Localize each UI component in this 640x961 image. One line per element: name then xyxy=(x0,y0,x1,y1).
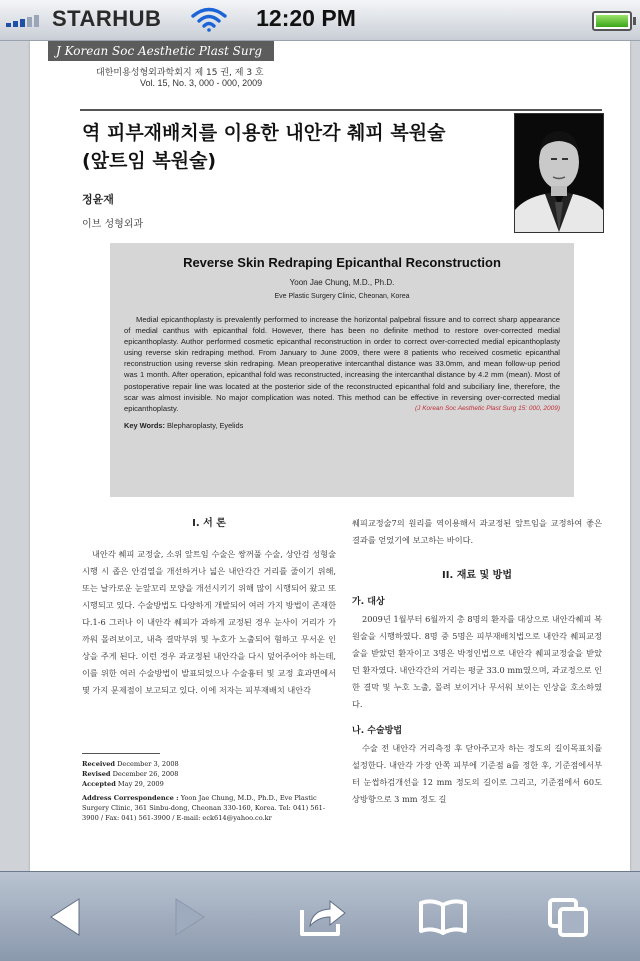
carrier-name: STARHUB xyxy=(52,6,162,31)
abstract-box xyxy=(110,243,574,497)
document-viewport[interactable] xyxy=(0,41,640,871)
author-photo xyxy=(514,113,604,233)
abstract-text: Medial epicanthoplasty is prevalently performed to increase the horizontal palpebral fissure and to correct sharp appearance of medial canthus with epicanthal fold. However, there has been no definite method to restore over-corrected medial epicanthoplasty. Author performed cosmetic epicanthal reconstruction in order to correct over-corrected medial epicanthoplasty using reverse skin redraping method. From January to June 2009, there were 8 patients who received cosmetic epicanthal reconstruction using reverse skin redraping. Mean preoperative intercanthal distance was 33.0mm, and mean follow-up period was 1 month. After operation, epicanthal fold was reconstructed, increasing the intercanthal distance by 4.2 mm (mean). Most of postoperative repair line was located at the posterior side of the reconstructed epicanthal fold and subciliary line, therefore, the scar was almost invisible. No major complication was noted. This method can be effective in reversing over-corrected medial epicanthoplasty. xyxy=(124,315,560,413)
right-column xyxy=(352,515,602,808)
footnote xyxy=(82,759,334,823)
abstract-citation: (J Korean Soc Aesthetic Plast Surg 15: 000, 2009) xyxy=(414,404,560,412)
title-rule xyxy=(80,109,602,111)
revised-label: Revised xyxy=(82,770,111,778)
subsection-b-body: 수술 전 내안각 거리측정 후 닫아주고자 하는 정도의 길이목표치를 설정한다. 내안각 가장 안쪽 피부에 기준점 a를 정한 후, 기준점에서부터 눈썹하검개선을 12 mm 정도의 길이로 그리고, 기준점에서 60도 상방향으로 3 mm 정도 길 xyxy=(352,743,602,804)
keywords-label: Key Words: xyxy=(124,420,165,430)
battery-icon xyxy=(592,11,632,31)
share-icon xyxy=(298,896,348,938)
subsection-a-body: 2009년 1월부터 6월까지 총 8명의 환자를 대상으로 내안각췌피 복원술을 시행하였다. 8명 중 5명은 피부재배치법으로 내안각 췌피교정술을 받았던 환자이고 3명은 박정인법으로 내안각 췌피교정술을 받았던 환자였다. 내안각간의 거리는 평균 33.0 mm였으며, 과교정으로 인한 결막 및 누호 노출, 몰려 보이거나 무서워 보이는 인상을 호소하였다. xyxy=(352,614,602,709)
journal-tag: J Korean Soc Aesthetic Plast Surg xyxy=(48,41,274,61)
keywords-value: Blepharoplasty, Eyelids xyxy=(167,420,244,430)
accepted-date: May 29, 2009 xyxy=(117,780,164,788)
forward-button[interactable] xyxy=(165,894,215,940)
journal-issue-korean: 대한미용성형외과학회지 제 15 권, 제 3 호 xyxy=(96,68,264,78)
author-affiliation: 이브 성형외과 xyxy=(82,219,144,230)
pages-icon xyxy=(546,896,592,938)
pages-button[interactable] xyxy=(544,894,594,940)
right-column-intro: 췌피교정술7의 원리를 역이용해서 과교정된 앞트임을 교정하여 좋은 결과를 얻었기에 보고하는 바이다. xyxy=(352,518,602,545)
bookmarks-button[interactable] xyxy=(418,894,468,940)
revised-date: December 26, 2008 xyxy=(112,770,179,778)
accepted-label: Accepted xyxy=(82,780,116,788)
received-date: December 3, 2008 xyxy=(117,760,179,768)
abstract-title: Reverse Skin Redraping Epicanthal Reconstruction xyxy=(183,255,501,270)
footnote-rule xyxy=(82,753,160,754)
share-button[interactable] xyxy=(298,894,348,940)
author-name: 정윤재 xyxy=(82,193,114,206)
back-arrow-icon xyxy=(47,897,83,937)
abstract-affiliation: Eve Plastic Surgery Clinic, Cheonan, Korea xyxy=(274,293,410,300)
received-label: Received xyxy=(82,760,116,768)
address-text: Yoon Jae Chung, M.D., Ph.D., Eve Plastic Surgery Clinic, 361 Sinbu-dong, Cheonan 330-160, Korea. Tel: 041) 561-3900 / Fax: 041) 561-3900 / E-mail: eck614@yahoo.co.kr xyxy=(82,794,326,822)
section-1-title: I. 서 론 xyxy=(192,518,226,529)
journal-volume: Vol. 15, No. 3, 000 - 000, 2009 xyxy=(140,78,263,88)
subsection-b-title: 나. 수술방법 xyxy=(352,726,403,736)
article-title-line-1: 역 피부재배치를 이용한 내안각 췌피 복원술 xyxy=(82,122,446,144)
abstract-body xyxy=(124,314,560,414)
bookmarks-book-icon xyxy=(418,897,468,937)
section-1-body: 내안각 췌피 교정술, 소위 앞트임 수술은 쌍꺼풀 수술, 상안검 성형술 시행 시 좁은 안검열을 개선하거나 넓은 내안각간 거리를 줄이기 위해, 또는 날카로운 눈앞꼬리 모양을 개선시키기 위해 많이 시행되어 왔고 또 시행되고 있다. 수술방법도 다양하게 개발되어 여러 가지 방법이 존재한다.1-6 그러나 이 내안각 췌피가 과하게 교정된 경우 눈사이 거리가 가까워 몰려보이고, 내측 결막부위 및 누호가 노출되어 혐하고 무서운 인상을 주게 된다. 이런 경우 과교정된 내안각을 다시 덮어주어야 하는데, 이를 위한 여러 수술방법이 발표되었으나 수술흉터 및 교정 효과면에서 몇 가지 문제점이 보고되고 있다. 이에 저자는 피부재배치 내안각 xyxy=(82,549,336,695)
abstract-author: Yoon Jae Chung, M.D., Ph.D. xyxy=(289,278,395,287)
clock: 12:20 PM xyxy=(256,5,356,31)
section-2-title: II. 재료 및 방법 xyxy=(442,570,512,581)
forward-arrow-icon xyxy=(172,897,208,937)
left-column xyxy=(82,515,336,699)
address-label: Address Correspondence : xyxy=(82,794,179,802)
subsection-a-title: 가. 대상 xyxy=(352,597,385,607)
browser-toolbar xyxy=(0,871,640,961)
back-button[interactable] xyxy=(40,894,90,940)
status-bar xyxy=(0,0,640,41)
article-title xyxy=(82,119,502,175)
article-title-line-2: (앞트임 복원술) xyxy=(82,150,217,172)
abstract-keywords xyxy=(124,421,560,430)
